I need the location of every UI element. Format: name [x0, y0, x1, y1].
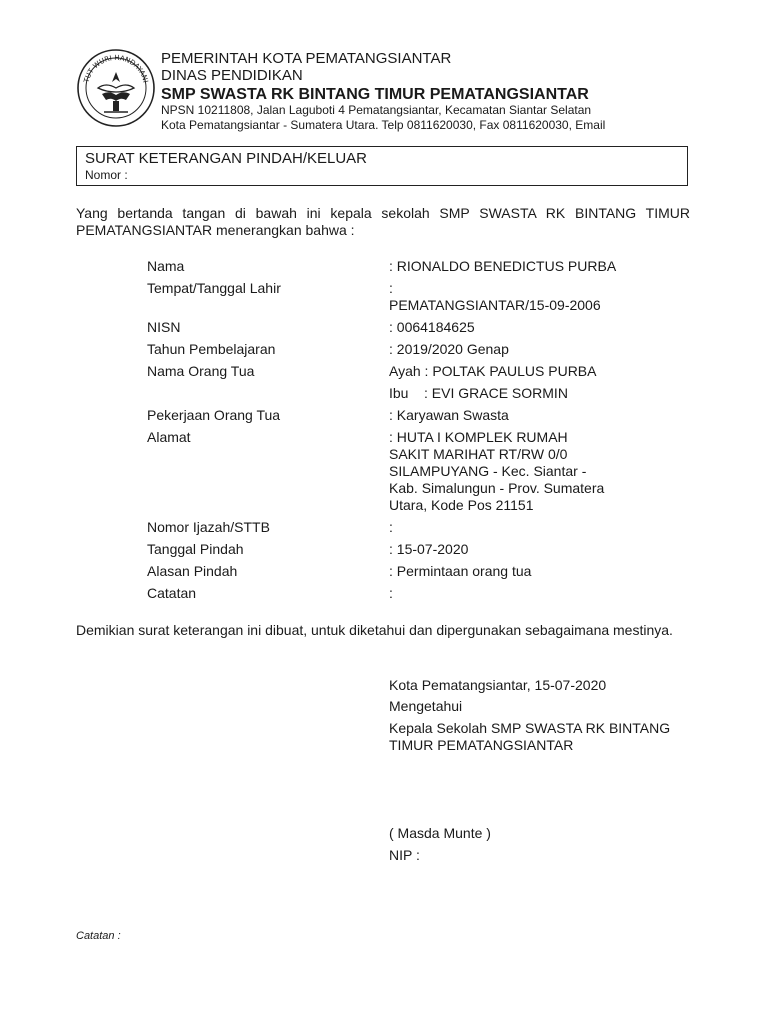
signature-mengetahui: Mengetahui — [389, 698, 463, 714]
field-value-alamat-line: Utara, Kode Pos 21151 — [389, 497, 534, 513]
field-label-tahun: Tahun Pembelajaran — [147, 341, 276, 357]
signature-name: ( Masda Munte ) — [389, 825, 491, 841]
field-value-tanggal-pindah: : 15-07-2020 — [389, 541, 469, 557]
field-label-ijazah: Nomor Ijazah/STTB — [147, 519, 270, 535]
tut-wuri-handayani-logo — [76, 48, 156, 128]
field-label-nama: Nama — [147, 258, 185, 274]
signature-place-date: Kota Pematangsiantar, 15-07-2020 — [389, 677, 607, 693]
field-value-alamat-line: SILAMPUYANG - Kec. Siantar - — [389, 463, 587, 479]
header-address-line-2: Kota Pematangsiantar - Sumatera Utara. Telp 0811620030, Fax 0811620030, Email — [161, 118, 606, 132]
field-value-ibu: Ibu : EVI GRACE SORMIN — [389, 385, 568, 401]
signature-position-line-1: Kepala Sekolah SMP SWASTA RK BINTANG — [389, 720, 671, 736]
field-value-ayah: Ayah : POLTAK PAULUS PURBA — [389, 363, 597, 379]
footer-note: Catatan : — [76, 930, 121, 942]
document-title: SURAT KETERANGAN PINDAH/KELUAR — [85, 150, 368, 167]
field-label-tanggal-pindah: Tanggal Pindah — [147, 541, 244, 557]
field-value-alamat-line: SAKIT MARIHAT RT/RW 0/0 — [389, 446, 568, 462]
field-label-orangtua: Nama Orang Tua — [147, 363, 255, 379]
field-value-catatan: : — [389, 585, 393, 601]
header-government: PEMERINTAH KOTA PEMATANGSIANTAR — [161, 50, 452, 67]
closing-paragraph: Demikian surat keterangan ini dibuat, untuk diketahui dan dipergunakan sebagaimana mestinya. — [76, 622, 673, 638]
field-value-ijazah: : — [389, 519, 393, 535]
field-colon-ttl: : — [389, 280, 393, 296]
field-value-alamat-line: : HUTA I KOMPLEK RUMAH — [389, 429, 568, 445]
field-value-tahun: : 2019/2020 Genap — [389, 341, 509, 357]
document-title-box — [76, 146, 688, 186]
field-label-pekerjaan: Pekerjaan Orang Tua — [147, 407, 281, 423]
field-value-ttl: PEMATANGSIANTAR/15-09-2006 — [389, 297, 601, 313]
signature-position-line-2: TIMUR PEMATANGSIANTAR — [389, 737, 574, 753]
header-school-name: SMP SWASTA RK BINTANG TIMUR PEMATANGSIANTAR — [161, 86, 589, 103]
field-value-pekerjaan: : Karyawan Swasta — [389, 407, 509, 423]
intro-paragraph: Yang bertanda tangan di bawah ini kepala sekolah SMP SWASTA RK BINTANG TIMUR PEMATANGSIANTAR menerangkan bahwa : — [76, 205, 690, 238]
field-value-nisn: : 0064184625 — [389, 319, 475, 335]
document-number: Nomor : — [85, 168, 128, 182]
field-value-alamat-line: Kab. Simalungun - Prov. Sumatera — [389, 480, 605, 496]
header-department: DINAS PENDIDIKAN — [161, 67, 303, 84]
field-label-nisn: NISN — [147, 319, 181, 335]
signature-nip: NIP : — [389, 847, 420, 863]
logo-motto-text: TUT WURI HANDAYANI — [82, 53, 150, 84]
field-label-alamat: Alamat — [147, 429, 191, 445]
field-value-alasan: : Permintaan orang tua — [389, 563, 532, 579]
field-label-catatan: Catatan — [147, 585, 197, 601]
field-label-alasan: Alasan Pindah — [147, 563, 238, 579]
field-value-nama: : RIONALDO BENEDICTUS PURBA — [389, 258, 617, 274]
header-address-line-1: NPSN 10211808, Jalan Laguboti 4 Pematangsiantar, Kecamatan Siantar Selatan — [161, 103, 592, 117]
field-label-ttl: Tempat/Tanggal Lahir — [147, 280, 281, 296]
